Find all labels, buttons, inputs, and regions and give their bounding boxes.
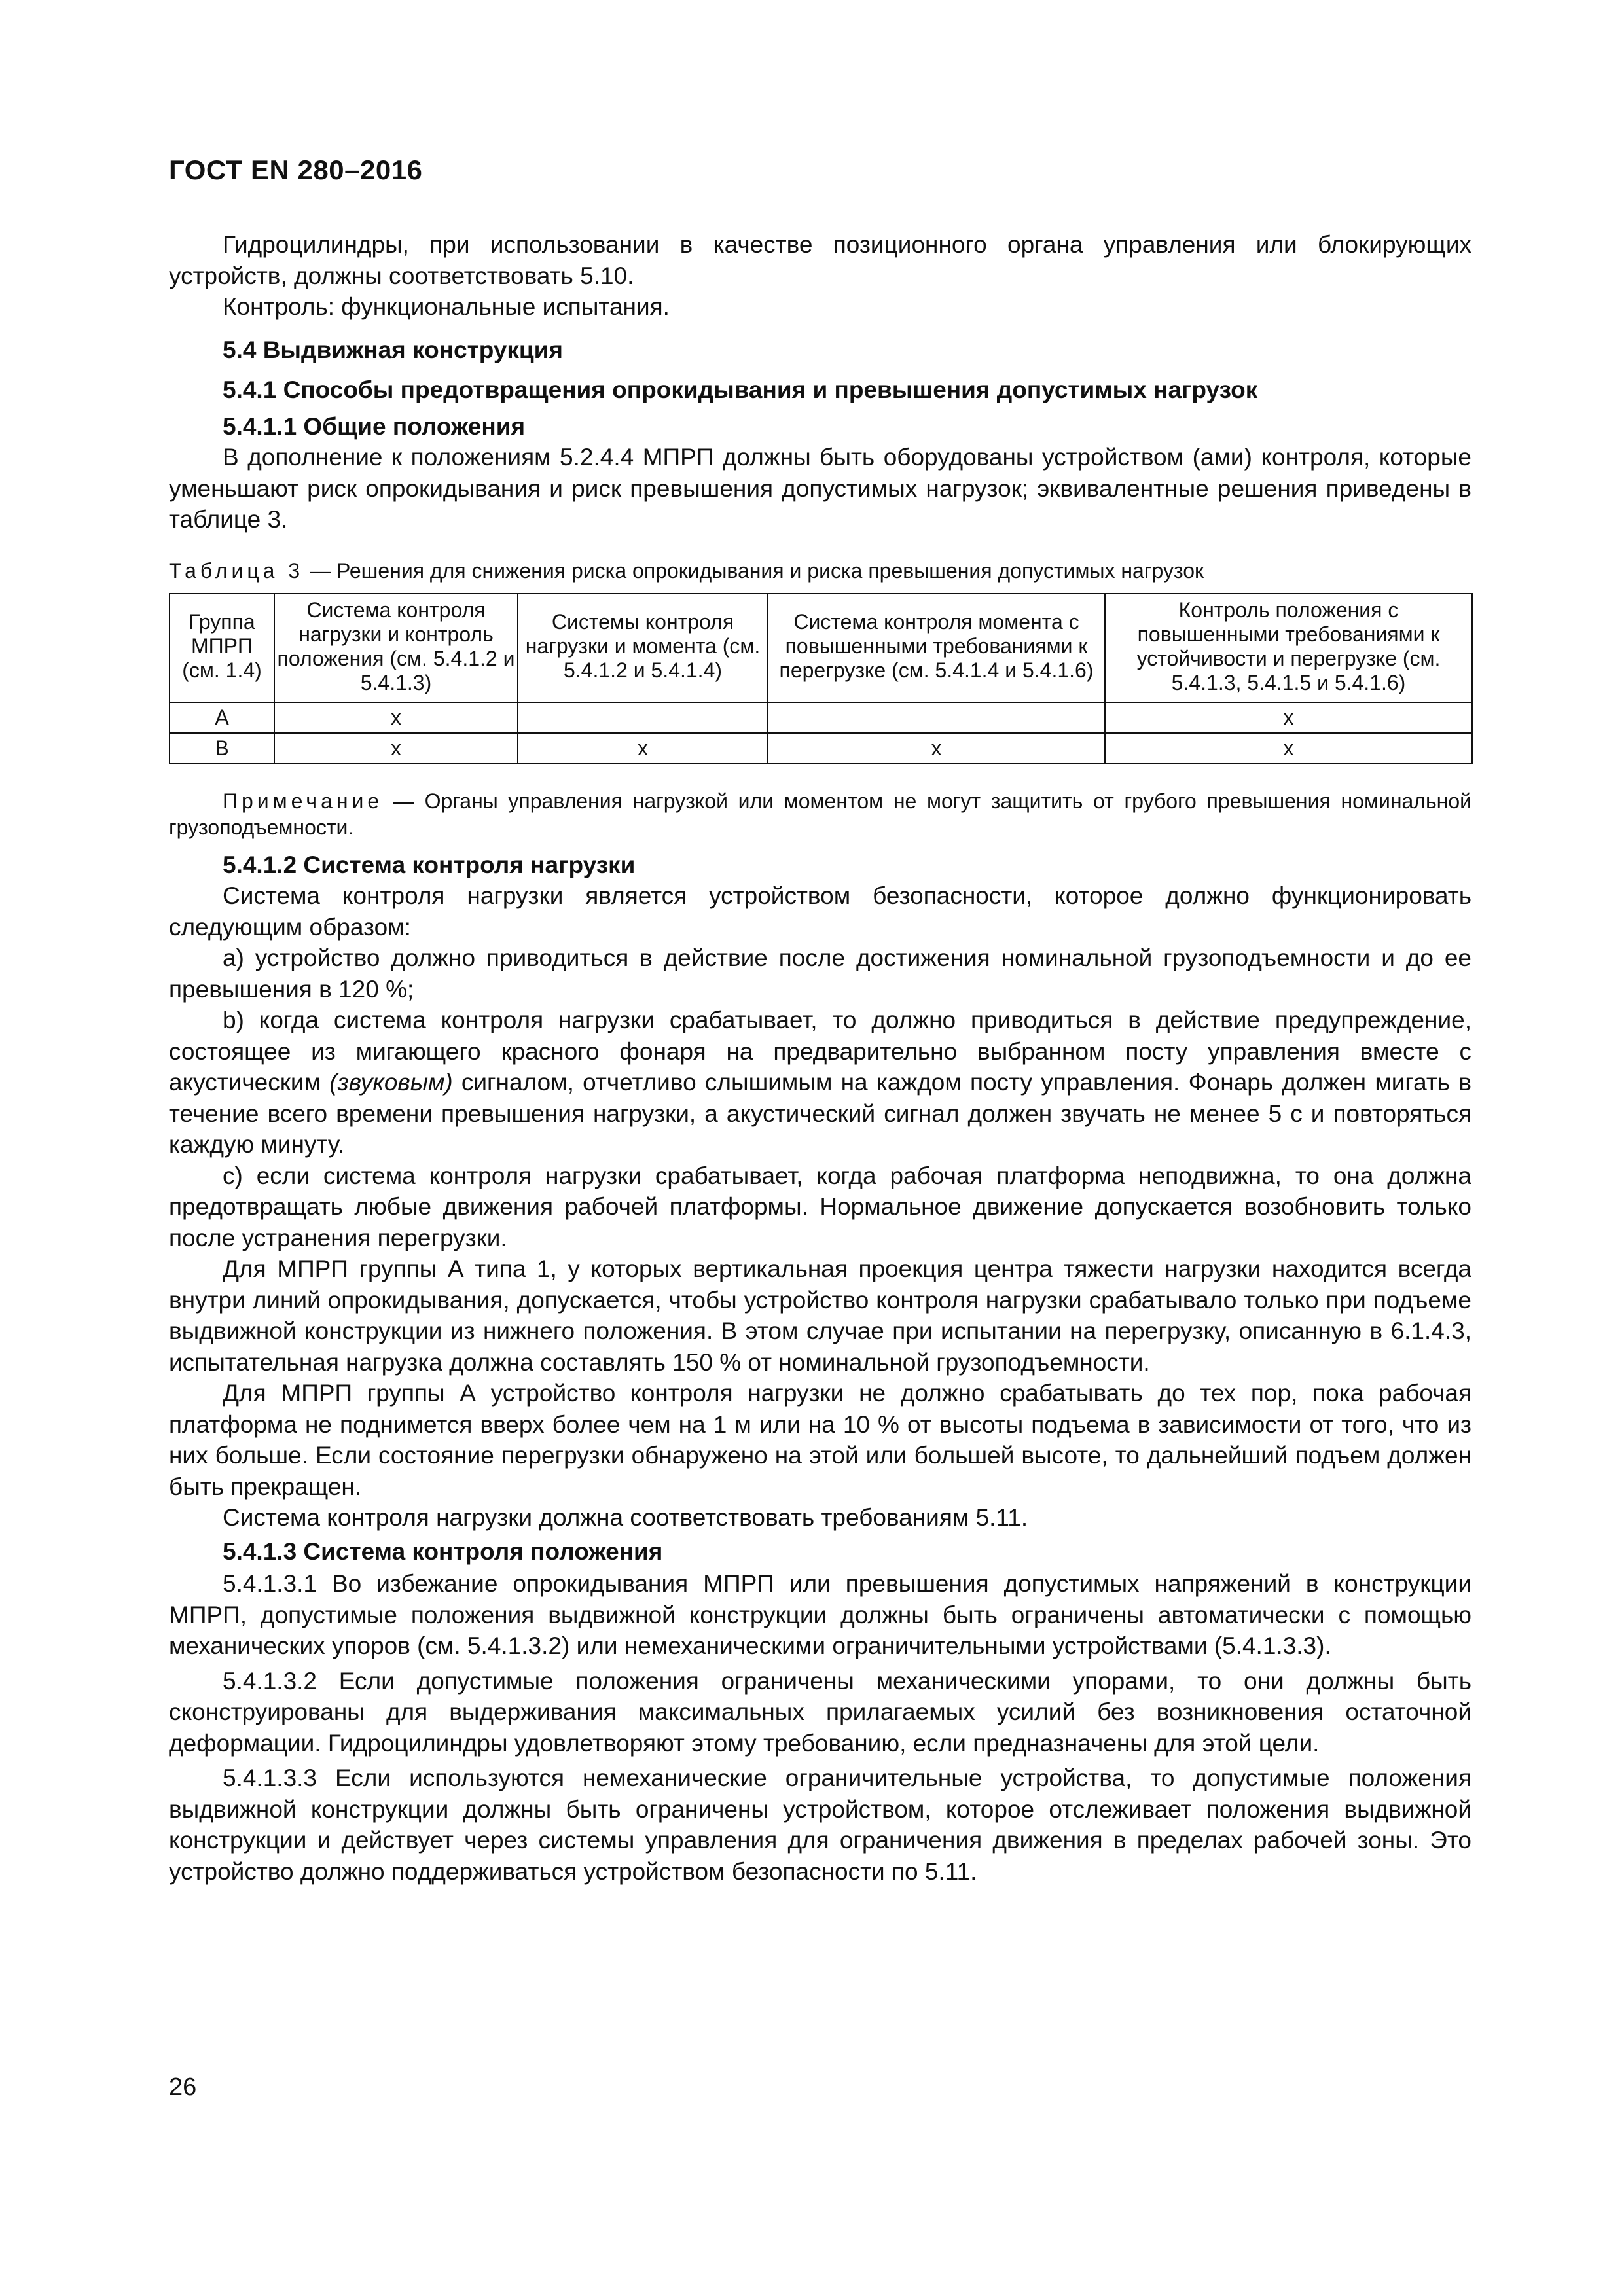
list-item-b-text: b) когда система контроля нагрузки срабатывает, то должно приводиться в действие предупреждение, состоящее из мигающего красного фонаря на предварительно выбранном посту управления вместе с акустическим <box>169 1007 1471 1096</box>
clause-5-4-1-3-1: 5.4.1.3.1 Во избежание опрокидывания МПРП или превышения допустимых напряжений в конструкции МПРП, допустимые положения выдвижной конструкции должны быть ограничены автоматически с помощью механических упоров (см. 5.4.1.3.2) или немеханическими ограничительными устройствами (5.4.1.3.3). <box>169 1570 1471 1659</box>
table-cell: x <box>1105 733 1472 764</box>
list-item-c: c) если система контроля нагрузки срабатывает, когда рабочая платформа неподвижна, то она должна предотвращать любые движения рабочей платформы. Нормальное движение допускается возобновить только после устранения перегрузки. <box>169 1162 1471 1251</box>
section-5-4-1-3-heading: 5.4.1.3 Система контроля положения <box>223 1537 663 1565</box>
table-header-cell: Системы контроля нагрузки и момента (см. 5.4.1.2 и 5.4.1.4) <box>518 594 768 702</box>
group-a-paragraph: Для МПРП группы А устройство контроля нагрузки не должно срабатывать до тех пор, пока рабочая платформа не поднимется вверх более чем на 1 м или на 10 % от высоты подъема в зависимости от того, что из них больше. Если состояние перегрузки обнаружено на этой или большей высоте, то дальнейший подъем должен быть прекращен. <box>169 1380 1471 1500</box>
page-number: 26 <box>169 2073 197 2101</box>
table-cell: x <box>274 702 518 733</box>
group-a-type-1-paragraph: Для МПРП группы А типа 1, у которых вертикальная проекция центра тяжести нагрузки находится всегда внутри линий опрокидывания, допускается, чтобы устройство контроля нагрузки срабатывало только при подъеме выдвижной конструкции из нижнего положения. В этом случае при испытании на перегрузку, описанную в 6.1.4.3, испытательная нагрузка должна составлять 150 % от номинальной грузоподъемности. <box>169 1255 1471 1376</box>
list-item-b-italic: (звуковым) <box>329 1069 453 1096</box>
table-header-cell: Система контроля момента с повышенными требованиями к перегрузке (см. 5.4.1.4 и 5.4.1.6) <box>768 594 1105 702</box>
list-item-b-text-cont: сигналом, отчетливо слышимым на каждом посту управления. Фонарь должен мигать в течение всего времени превышения нагрузки, а акустический сигнал должен звучать не менее 5 с и повторяться каждую минуту. <box>169 1069 1471 1158</box>
clause-5-4-1-3-2: 5.4.1.3.2 Если допустимые положения ограничены механическими упорами, то они должны быть сконструированы для выдерживания максимальных прилагаемых усилий без возникновения остаточной деформации. Гидроцилиндры удовлетворяют этому требованию, если предназначены для этой цели. <box>169 1667 1471 1757</box>
table-caption-text: — Решения для снижения риска опрокидывания и риска превышения допустимых нагрузок <box>304 558 1204 583</box>
section-5-4-1-2-paragraph: Система контроля нагрузки является устройством безопасности, которое должно функционировать следующим образом: <box>169 882 1471 941</box>
list-item-a: a) устройство должно приводиться в действие после достижения номинальной грузоподъемности и до ее превышения в 120 %; <box>169 944 1471 1003</box>
table-row <box>170 733 1472 764</box>
compliance-paragraph: Система контроля нагрузки должна соответствовать требованиям 5.11. <box>223 1504 1028 1531</box>
table-cell: A <box>170 702 274 733</box>
list-item-b <box>169 1005 1471 1160</box>
table-caption <box>169 558 1471 584</box>
table-cell <box>768 702 1105 733</box>
table-cell: B <box>170 733 274 764</box>
intro-paragraph: Гидроцилиндры, при использовании в качестве позиционного органа управления или блокирующих устройств, должны соответствовать 5.10. <box>169 231 1471 289</box>
table-cell: x <box>768 733 1105 764</box>
note-label: Примечание <box>223 789 384 813</box>
table-cell: x <box>518 733 768 764</box>
clause-5-4-1-3-3: 5.4.1.3.3 Если используются немеханические ограничительные устройства, то допустимые положения выдвижной конструкции должны быть ограничены устройством, которое отслеживает положения выдвижной конструкции и действует через системы управления для ограничения движения в пределах рабочей зоны. Это устройство должно поддерживаться устройством безопасности по 5.11. <box>169 1765 1471 1885</box>
table-caption-label: Таблица 3 <box>169 558 304 583</box>
document-body <box>169 229 1471 1887</box>
table-header-cell: Группа МПРП (см. 1.4) <box>170 594 274 702</box>
table-3 <box>169 593 1473 764</box>
table-cell: x <box>1105 702 1472 733</box>
section-5-4-1-2-heading: 5.4.1.2 Система контроля нагрузки <box>223 851 636 878</box>
table-cell: x <box>274 733 518 764</box>
table-header-cell: Система контроля нагрузки и контроль положения (см. 5.4.1.2 и 5.4.1.3) <box>274 594 518 702</box>
section-5-4-heading: 5.4 Выдвижная конструкция <box>223 336 564 363</box>
section-5-4-1-heading: 5.4.1 Способы предотвращения опрокидывания и превышения допустимых нагрузок <box>223 376 1258 403</box>
table-header-cell: Контроль положения с повышенными требованиями к устойчивости и перегрузке (см. 5.4.1.3, 5.4.1.5 и 5.4.1.6) <box>1105 594 1472 702</box>
table-cell <box>518 702 768 733</box>
table-note <box>169 788 1471 840</box>
note-text: — Органы управления нагрузкой или моментом не могут защитить от грубого превышения номинальной грузоподъемности. <box>169 789 1471 839</box>
section-5-4-1-1-paragraph: В дополнение к положениям 5.2.4.4 МПРП должны быть оборудованы устройством (ами) контроля, которые уменьшают риск опрокидывания и риск превышения допустимых нагрузок; эквивалентные решения приведены в таблице 3. <box>169 444 1471 533</box>
table-header-row <box>170 594 1472 702</box>
section-5-4-1-1-heading: 5.4.1.1 Общие положения <box>223 412 526 440</box>
document-header-title: ГОСТ EN 280–2016 <box>169 154 423 185</box>
table-row <box>170 702 1472 733</box>
intro-control-paragraph: Контроль: функциональные испытания. <box>223 293 670 320</box>
